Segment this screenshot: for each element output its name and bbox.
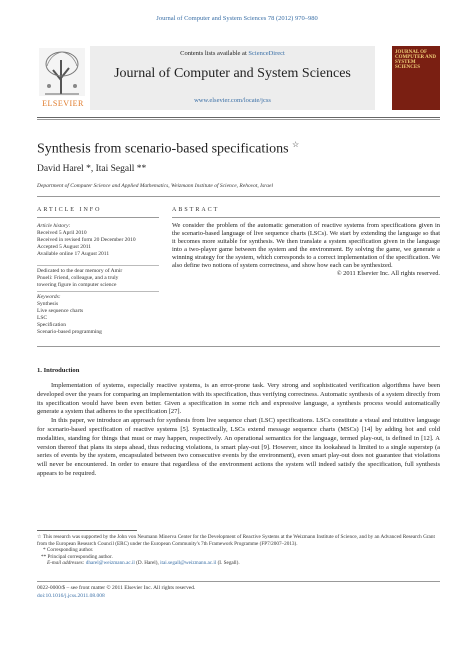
article-title-text: Synthesis from scenario-based specifications: [37, 141, 289, 157]
keywords-label: Keywords:: [37, 294, 61, 300]
sciencedirect-link[interactable]: ScienceDirect: [248, 50, 285, 57]
footnote-emails: [37, 560, 440, 567]
history-item: Received in revised form 20 December 2010: [37, 237, 136, 243]
article-info-heading: ARTICLE INFO: [37, 207, 102, 213]
header-rule-thin: [37, 119, 440, 120]
intro-paragraph: In this paper, we introduce an approach for synthesis from live sequence chart (LSC) specifications. LSCs constitute a visual and intuitive language for scenario-based specification of reactive systems [5]. Syntactically, LSCs extend message sequence charts (MSCs) [14] by adding hot and cold modalities, standing for things that must or may happen, respectively. An operational semantics for the language, termed play-out, is defined in [12]. A version thereof that plans its steps ahead, thus reducing violations, is smart play-out [9]. However, since its lookahead is limited to a single superstep (a series of events by the system, encapsulated between two consecutive events by the environment), even smart play-out does not guarantee that violations will never be encountered. In order to ensure that regardless of the environment actions the system will indeed satisfy the specification, full synthesis appears to be required.: [37, 417, 440, 477]
history-item: Received 5 April 2010: [37, 230, 87, 236]
email-link-segall[interactable]: itai.segall@weizmann.ac.il: [160, 560, 217, 566]
journal-cover-image: [392, 46, 440, 110]
keyword: Synthesis: [37, 301, 59, 307]
title-footnote-mark[interactable]: ☆: [292, 140, 300, 149]
article-authors: David Harel *, Itai Segall **: [37, 164, 147, 174]
history-item: Available online 17 August 2011: [37, 251, 110, 257]
article-title: [37, 140, 299, 158]
journal-url-link[interactable]: www.elsevier.com/locate/jcss: [194, 97, 271, 104]
doi-link[interactable]: doi:10.1016/j.jcss.2011.08.008: [37, 592, 105, 599]
intro-paragraph: Implementation of systems, especially reactive systems, is an error-prone task. Very strong and sophisticated verification algorithms have been developed over the years for comparing an implementation with its specification, thus verifying correctness. Automatic synthesis of a system directly from its specification would have been even better. Given a specification in some rich and expressive language, a synthesis process would automatically generate a system that adheres to the specification [27].: [37, 382, 440, 416]
publisher-name: ELSEVIER: [42, 99, 84, 108]
dedication-line: Dedicated to the dear memory of Amir: [37, 268, 123, 274]
introduction-body: [37, 382, 440, 479]
keywords: [37, 294, 159, 336]
section-heading-introduction: 1. Introduction: [37, 367, 80, 374]
email-label: E-mail addresses:: [47, 560, 85, 566]
journal-title: Journal of Computer and System Sciences: [114, 66, 351, 81]
imprint-line: 0022-0000/$ – see front matter © 2011 Elsevier Inc. All rights reserved.: [37, 585, 196, 591]
imprint: [37, 585, 195, 600]
footnote-rule: [37, 530, 137, 531]
info-divider: [37, 265, 159, 266]
header-rule: [37, 117, 440, 118]
dedication-line: towering figure in computer science: [37, 282, 117, 288]
keyword: LSC: [37, 315, 48, 321]
keyword: Live sequence charts: [37, 308, 84, 314]
contents-line: [90, 50, 375, 57]
footnote-funding: ☆ This research was supported by the John von Neumann Minerva Center for the Development of Reactive Systems at the Weizmann Institute of Science, and by an Advanced Research Grant from the European Research Council (ERC) under the European Community's 7th Framework Programme (FP7/2007–2013).: [37, 534, 435, 547]
article-history: [37, 223, 159, 258]
footnote-principal: ** Principal corresponding author.: [41, 553, 113, 560]
abstract-rule: [172, 217, 440, 218]
footnotes: [37, 534, 440, 567]
imprint-rule: [37, 581, 440, 582]
abstract-copyright: © 2011 Elsevier Inc. All rights reserved.: [336, 270, 440, 277]
email-name-harel: (D. Harel),: [134, 560, 161, 566]
cover-text: JOURNAL OF COMPUTER AND SYSTEM SCIENCES: [395, 50, 436, 70]
info-rule: [37, 217, 159, 218]
email-link-harel[interactable]: dharel@weizmann.ac.il: [85, 560, 135, 566]
author-affiliation: Department of Computer Science and Applied Mathematics, Weizmann Institute of Science, Rehovot, Israel: [37, 183, 273, 189]
footnote-corresponding: * Corresponding author.: [43, 547, 94, 553]
journal-citation[interactable]: Journal of Computer and System Sciences 78 (2012) 970–980: [156, 15, 318, 22]
front-matter-rule: [37, 346, 440, 347]
abstract-text: We consider the problem of the automatic generation of reactive systems from specifications given in the scenario-based language of live sequence charts (LSCs). We start by extending the language so that it becomes more suitable for synthesis. We then translate a system specification given in the language into a two-player game between the system and the environment. By solving the game, we generate a winning strategy for the system, which corresponds to a correct implementation of the specification. We also define two notions of system correctness, and show how each can be synthesized.: [172, 222, 440, 269]
abstract-heading: ABSTRACT: [172, 207, 220, 213]
keyword: Scenario-based programming: [37, 329, 102, 335]
section-rule: [37, 196, 440, 197]
history-label: Article history:: [37, 223, 71, 229]
history-item: Accepted 5 August 2011: [37, 244, 92, 250]
journal-banner: [37, 46, 440, 110]
abstract-body: [172, 222, 440, 278]
info-divider: [37, 291, 159, 292]
email-name-segall: (I. Segall).: [216, 560, 240, 566]
dedication: [37, 268, 159, 289]
contents-prefix: Contents lists available at: [180, 50, 249, 57]
keyword: Specification: [37, 322, 67, 328]
dedication-line: Pnueli: Friend, colleague, and a truly: [37, 275, 119, 281]
